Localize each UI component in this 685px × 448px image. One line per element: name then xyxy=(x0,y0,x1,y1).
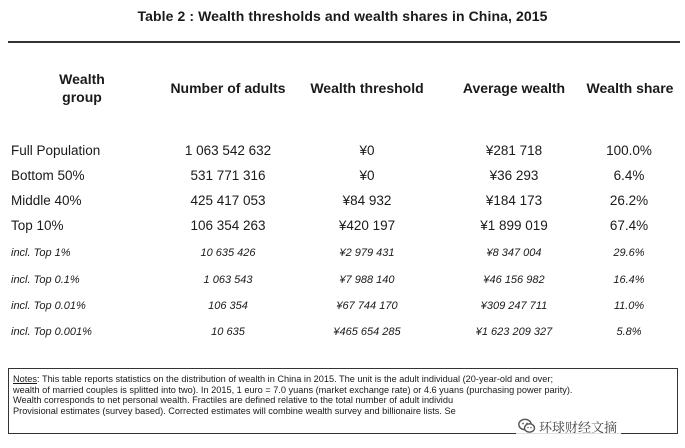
header-wealth-group-line1: Wealth xyxy=(59,71,105,87)
cell-wealth-threshold: ¥0 xyxy=(359,143,375,158)
notes-line: Provisional estimates (survey based). Corrected estimates will combine wealth survey and billionaire lists. Se xyxy=(13,405,456,416)
cell-wealth-group: Top 10% xyxy=(11,218,64,233)
cell-average-wealth: ¥1 623 209 327 xyxy=(475,326,553,338)
cell-average-wealth: ¥36 293 xyxy=(489,168,539,183)
cell-wealth-threshold: ¥7 988 140 xyxy=(339,274,395,286)
wechat-logo-icon xyxy=(518,417,536,435)
notes-text: : This table reports statistics on the distribution of wealth in China in 2015. The unit is the adult individual (20-year-old and over; xyxy=(37,374,553,384)
header-average-wealth: Average wealth xyxy=(462,80,566,96)
notes-label: Notes xyxy=(13,374,38,384)
cell-number-of-adults: 425 417 053 xyxy=(190,193,266,208)
cell-wealth-share: 5.8% xyxy=(616,326,642,338)
header-wealth-group-line2: group xyxy=(62,89,102,105)
table-row xyxy=(0,326,685,348)
notes-line: wealth of married couples is splitted into two). In 2015, 1 euro = 7.0 yuans (market exchange rate) or 4.6 yuans (purchasing power parity). xyxy=(13,384,573,395)
watermark xyxy=(516,416,621,436)
notes-line: Wealth corresponds to net personal wealth. Fractiles are defined relative to the total number of adult individu xyxy=(13,395,454,406)
table-title: Table 2 : Wealth thresholds and wealth shares in China, 2015 xyxy=(137,8,548,24)
cell-number-of-adults: 106 354 263 xyxy=(190,218,266,233)
cell-number-of-adults: 1 063 543 xyxy=(203,274,253,286)
cell-wealth-share: 67.4% xyxy=(609,218,649,233)
header-wealth-share: Wealth share xyxy=(586,80,674,96)
table-row xyxy=(0,168,685,190)
table-row xyxy=(0,247,685,269)
cell-wealth-group: Middle 40% xyxy=(11,193,82,208)
header-number-of-adults: Number of adults xyxy=(170,80,286,96)
cell-wealth-group: Bottom 50% xyxy=(11,168,85,183)
cell-wealth-threshold: ¥2 979 431 xyxy=(339,247,395,259)
cell-wealth-group: Full Population xyxy=(11,143,101,158)
cell-average-wealth: ¥281 718 xyxy=(485,143,543,158)
table-row xyxy=(0,143,685,165)
table-row xyxy=(0,300,685,322)
cell-wealth-threshold: ¥67 744 170 xyxy=(336,300,398,312)
cell-number-of-adults: 106 354 xyxy=(208,300,248,312)
cell-average-wealth: ¥309 247 711 xyxy=(480,300,548,312)
cell-wealth-share: 100.0% xyxy=(606,143,652,158)
cell-wealth-threshold: ¥0 xyxy=(359,168,375,183)
title-divider xyxy=(8,41,680,43)
header-wealth-threshold: Wealth threshold xyxy=(310,80,424,96)
table-row xyxy=(0,274,685,296)
cell-wealth-share: 16.4% xyxy=(613,274,645,286)
cell-number-of-adults: 10 635 426 xyxy=(200,247,256,259)
cell-wealth-group: incl. Top 0.001% xyxy=(11,326,92,338)
cell-wealth-share: 6.4% xyxy=(613,168,645,183)
cell-number-of-adults: 531 771 316 xyxy=(190,168,266,183)
cell-average-wealth: ¥8 347 004 xyxy=(486,247,542,259)
cell-average-wealth: ¥1 899 019 xyxy=(480,218,548,233)
cell-average-wealth: ¥46 156 982 xyxy=(483,274,545,286)
cell-wealth-group: incl. Top 0.01% xyxy=(11,300,86,312)
cell-wealth-share: 11.0% xyxy=(613,300,645,312)
cell-wealth-share: 26.2% xyxy=(609,193,649,208)
cell-wealth-share: 29.6% xyxy=(613,247,645,259)
cell-wealth-threshold: ¥84 932 xyxy=(342,193,392,208)
cell-number-of-adults: 1 063 542 632 xyxy=(184,143,272,158)
cell-wealth-group: incl. Top 1% xyxy=(11,247,71,259)
cell-number-of-adults: 10 635 xyxy=(211,326,245,338)
watermark-text: 环球财经文摘 xyxy=(539,420,618,436)
cell-wealth-threshold: ¥465 654 285 xyxy=(333,326,401,338)
cell-average-wealth: ¥184 173 xyxy=(485,193,543,208)
table-row xyxy=(0,193,685,215)
table-row xyxy=(0,218,685,240)
header-wealth-group xyxy=(50,70,114,106)
notes-line xyxy=(13,374,673,385)
cell-wealth-threshold: ¥420 197 xyxy=(338,218,396,233)
cell-wealth-group: incl. Top 0.1% xyxy=(11,274,80,286)
